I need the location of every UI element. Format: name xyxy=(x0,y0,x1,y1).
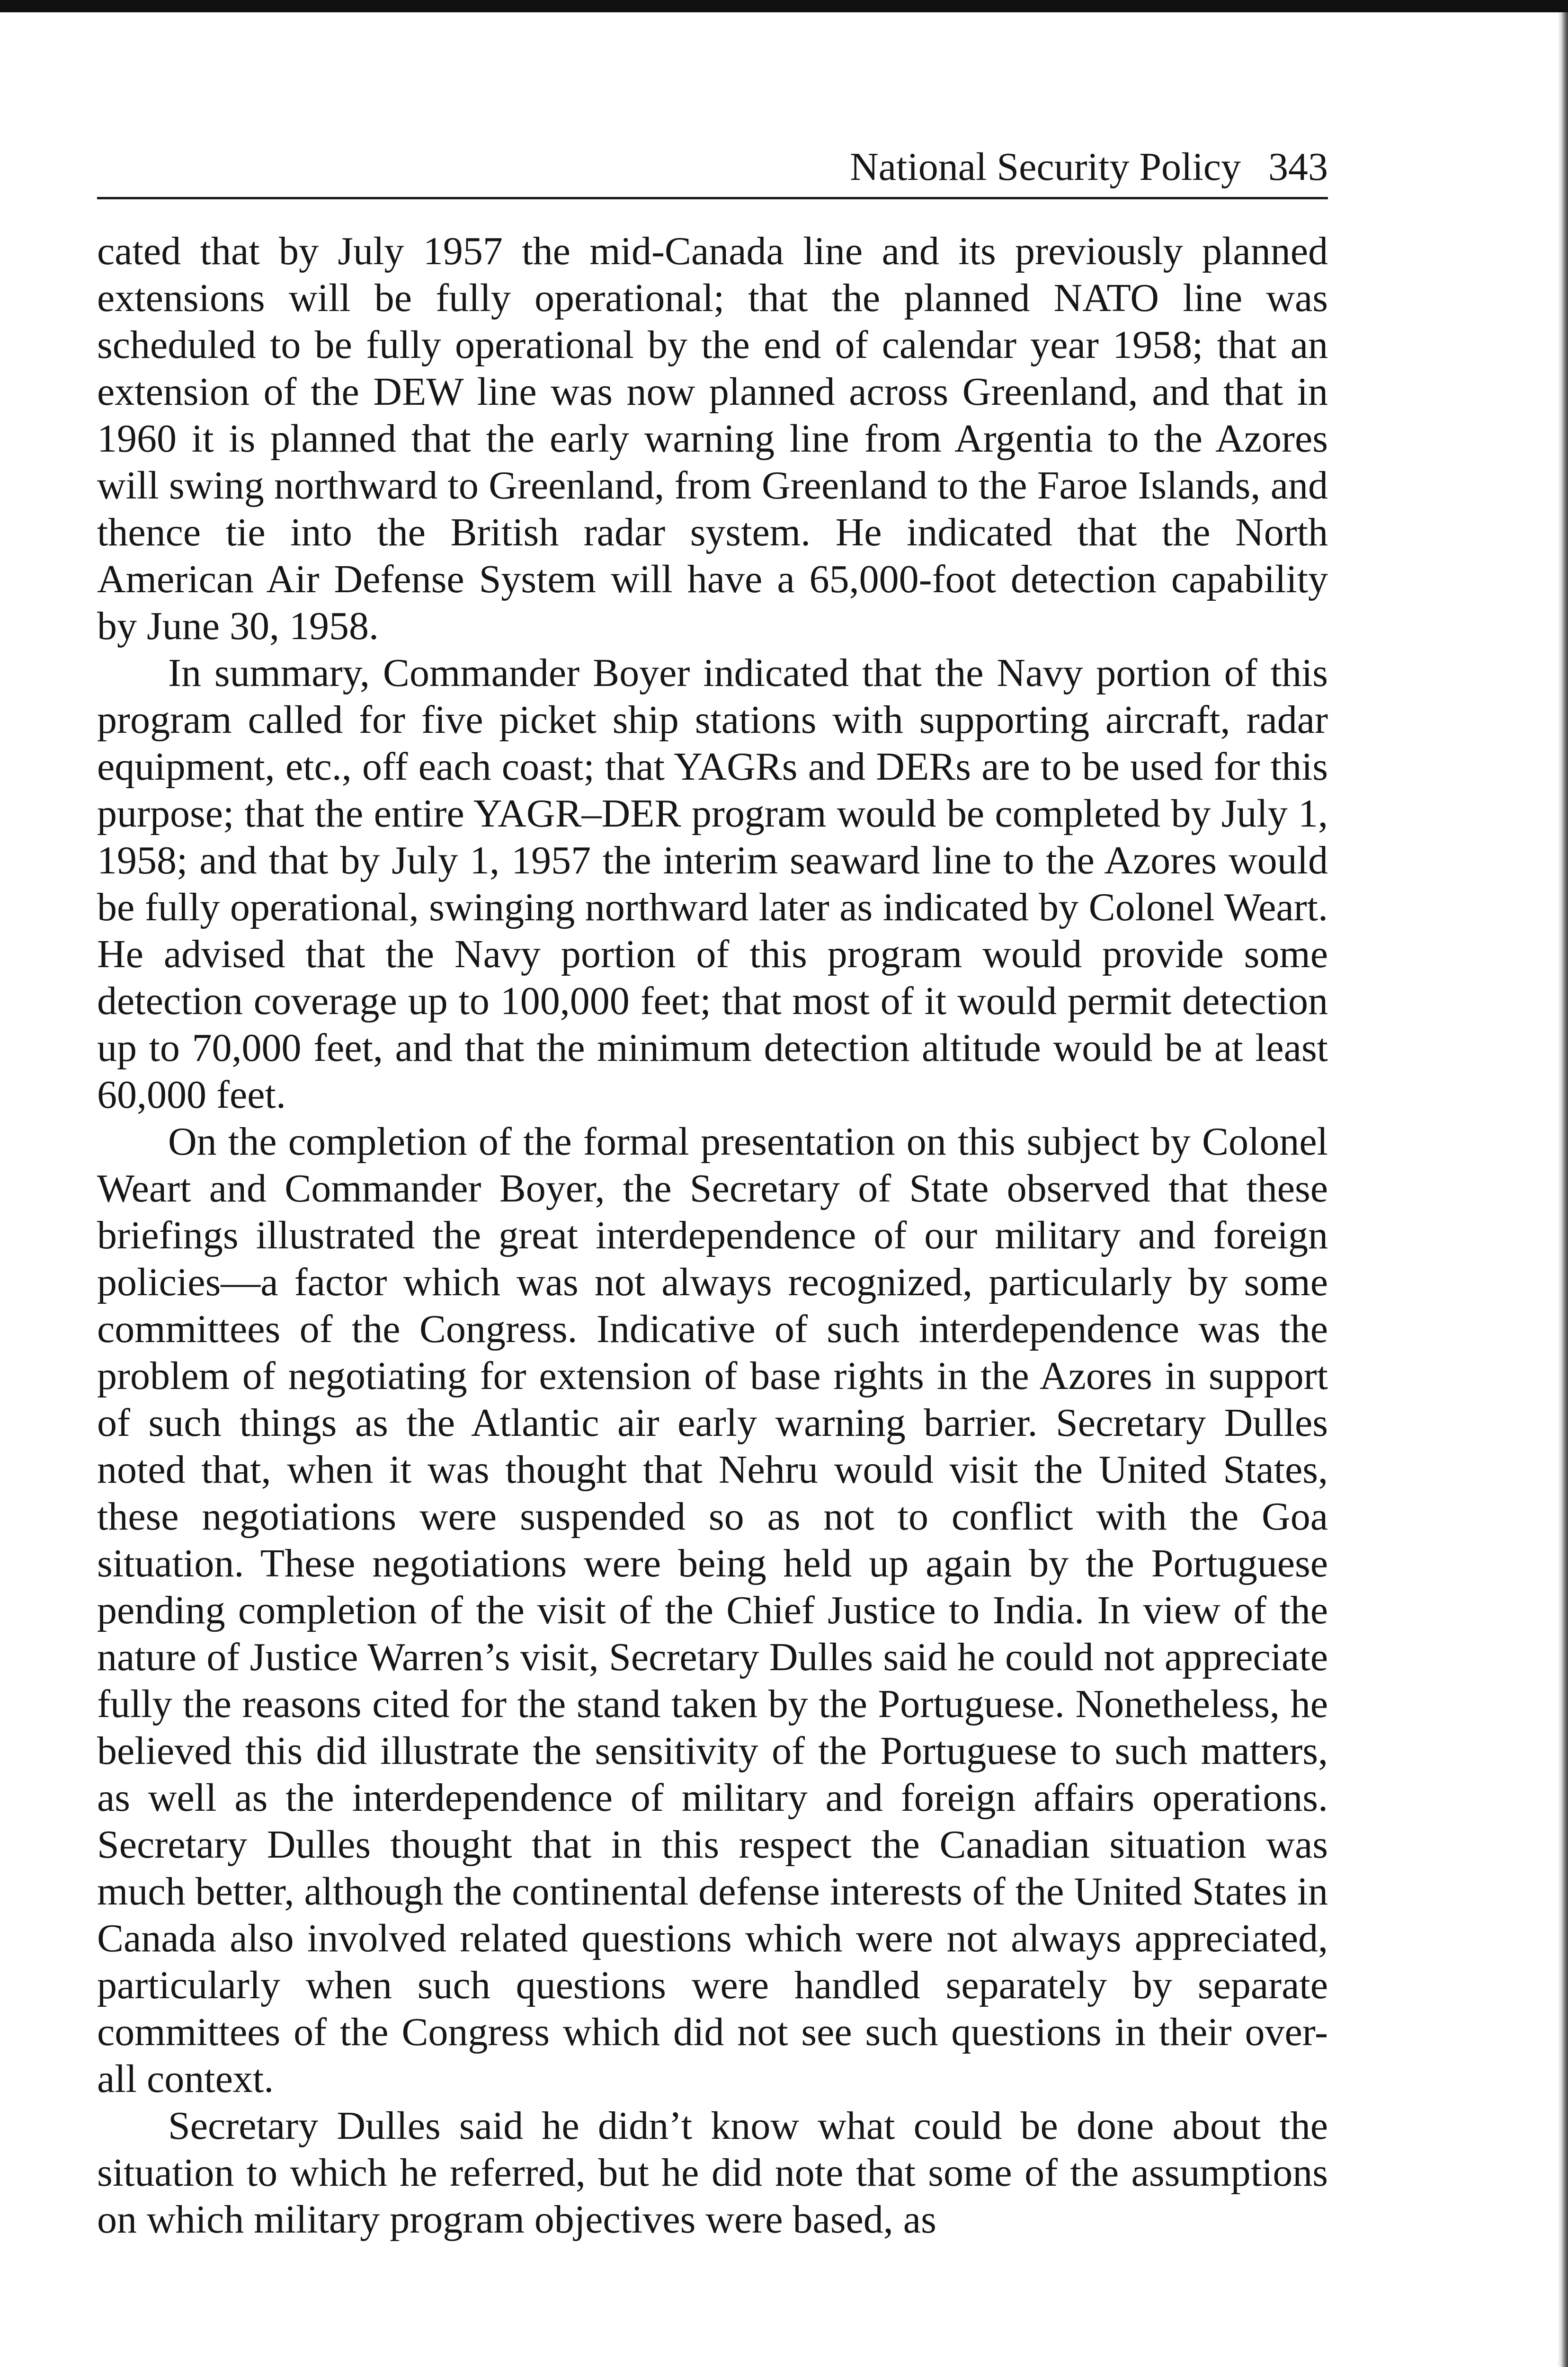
running-header xyxy=(97,137,1328,199)
page-number: 343 xyxy=(1268,145,1328,189)
scan-page-edge xyxy=(1558,12,1568,2367)
paragraph-secretary-observation: On the completion of the formal presentation on this subject by Colonel Weart and Commander Boyer, the Secretary of State observed that these briefings illustrated the great interdependence of our military and foreign policies—a factor which was not always recognized, particularly by some committees of the Congress. Indicative of such interdependence was the problem of negotiating for extension of base rights in the Azores in support of such things as the Atlantic air early warning barrier. Secretary Dulles noted that, when it was thought that Nehru would visit the United States, these negotiations were suspended so as not to conflict with the Goa situation. These negotiations were being held up again by the Portuguese pending completion of the visit of the Chief Justice to India. In view of the nature of Justice Warren’s visit, Secretary Dulles said he could not appreciate fully the reasons cited for the stand taken by the Portuguese. Nonetheless, he believed this did illustrate the sensitivity of the Portuguese to such matters, as well as the interdependence of military and foreign affairs operations. Secretary Dulles thought that in this respect the Canadian situation was much better, although the continental defense interests of the United States in Canada also involved related questions which were not always appreciated, particularly when such questions were handled separately by separate committees of the Congress which did not see such questions in their over-all context. xyxy=(97,1120,1328,2101)
paragraph-summary: In summary, Commander Boyer indicated that the Navy portion of this program called for five picket ship stations with supporting aircraft, radar equipment, etc., off each coast; that YAGRs and DERs are to be used for this purpose; that the entire YAGR–DER program would be completed by July 1, 1958; and that by July 1, 1957 the interim seaward line to the Azores would be fully operational, swinging northward later as indicated by Colonel Weart. He advised that the Navy portion of this program would provide some detection coverage up to 100,000 feet; that most of it would permit detection up to 70,000 feet, and that the minimum detection altitude would be at least 60,000 feet. xyxy=(97,651,1328,1117)
body-text xyxy=(97,228,1328,2243)
paragraph-dulles-assumptions: Secretary Dulles said he didn’t know what could be done about the situation to which he referred, but he did note that some of the assumptions on which military program objectives were based, as xyxy=(97,2104,1328,2242)
scan-top-border xyxy=(0,0,1568,12)
paragraph-continued: cated that by July 1957 the mid-Canada line and its previously planned extensions will be fully operational; that the planned NATO line was scheduled to be fully operational by the end of calendar year 1958; that an extension of the DEW line was now planned across Greenland, and that in 1960 it is planned that the early warning line from Argentia to the Azores will swing northward to Greenland, from Greenland to the Faroe Islands, and thence tie into the British radar system. He indicated that the North American Air Defense System will have a 65,000-foot detection capability by June 30, 1958. xyxy=(97,229,1328,648)
book-page xyxy=(97,137,1328,2243)
running-title: National Security Policy xyxy=(850,145,1241,189)
